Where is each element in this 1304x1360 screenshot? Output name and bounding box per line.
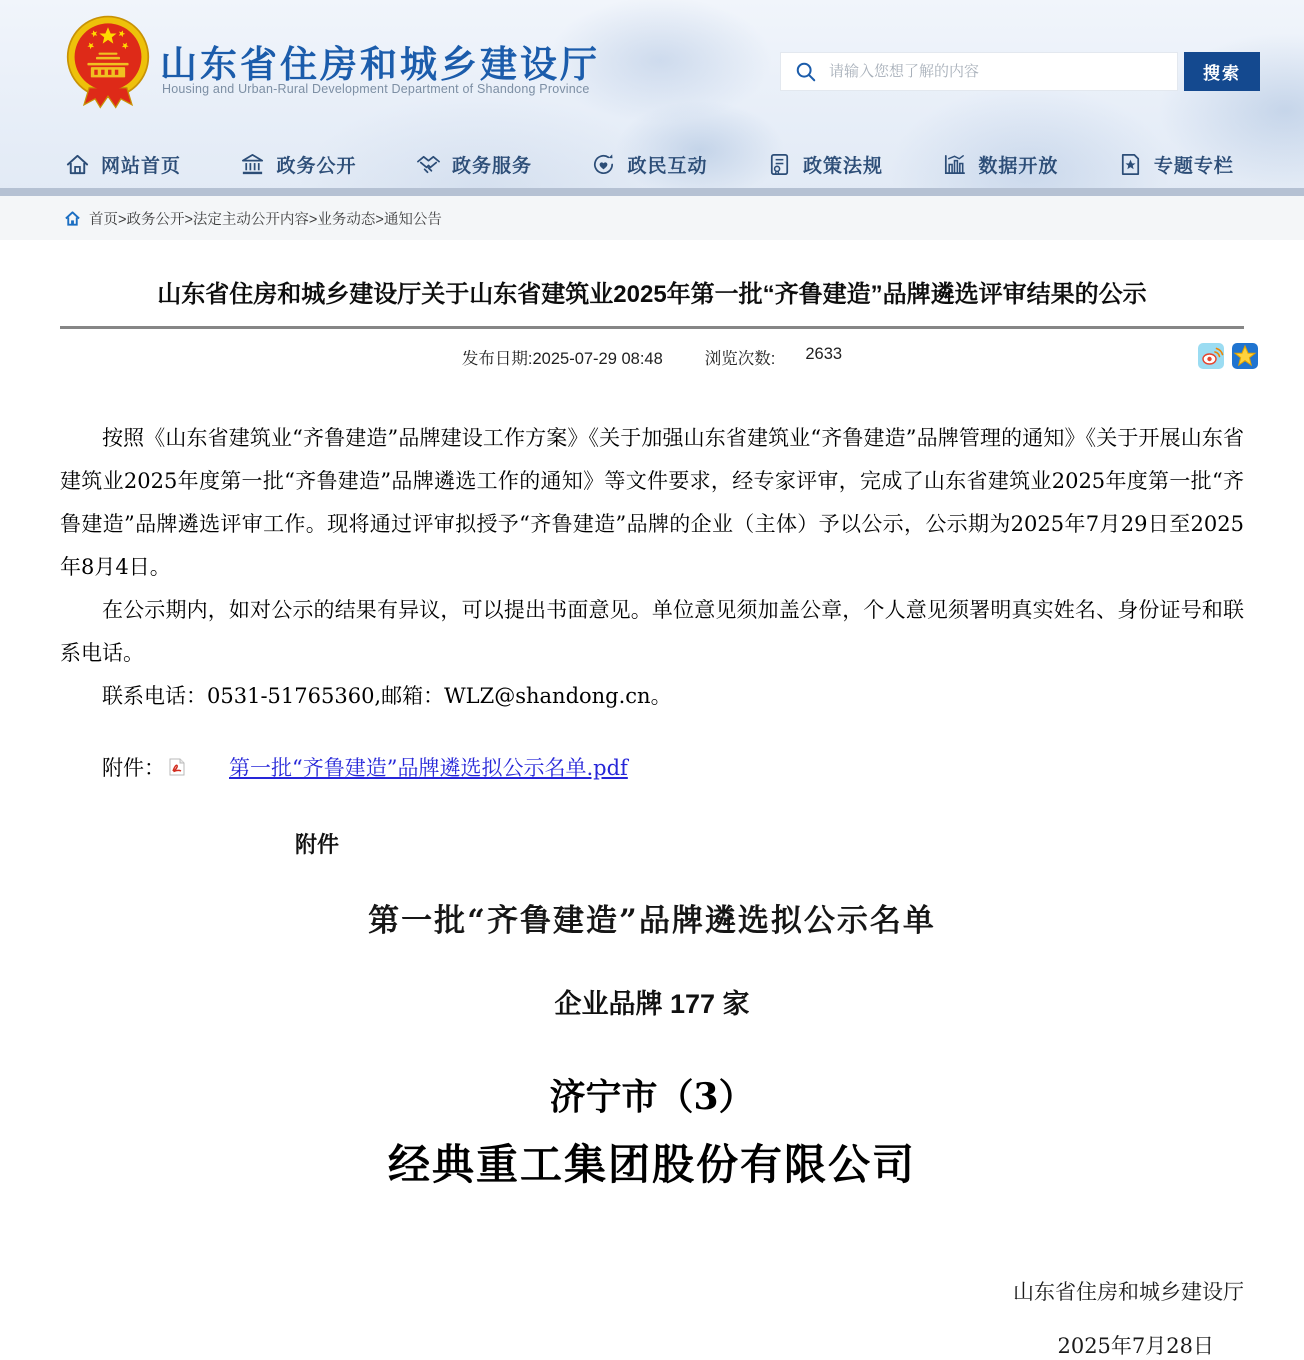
contact-line: 联系电话：0531-51765360,邮箱：WLZ@shandong.cn。 [102, 684, 672, 708]
article-title: 山东省住房和城乡建设厅关于山东省建筑业2025年第一批“齐鲁建造”品牌遴选评审结果的公示 [157, 281, 1147, 308]
doc-heading: 附件 [295, 832, 340, 857]
weibo-share-icon[interactable] [1198, 343, 1224, 369]
interaction-icon [590, 151, 617, 178]
nav-label: 政务公开 [276, 155, 357, 177]
publish-date: 发布日期:2025-07-29 08:48 [461, 350, 663, 368]
paragraph: 在公示期内，如对公示的结果有异议，可以提出书面意见。单位意见须加盖公章，个人意见须署明真实姓名、身份证号和联系电话。 [60, 598, 1244, 665]
search-area [780, 52, 1260, 91]
nav-item-gov-open[interactable] [239, 151, 356, 178]
nav-label: 政民互动 [627, 155, 708, 177]
nav-item-data[interactable] [941, 151, 1058, 178]
pdf-file-icon [169, 758, 185, 776]
bar-chart-icon [941, 151, 968, 178]
search-button[interactable]: 搜索 [1184, 52, 1260, 91]
doc-subtitle: 企业品牌 177 家 [554, 989, 750, 1019]
site-subtitle-en: Housing and Urban-Rural Development Department of Shandong Province [162, 82, 590, 96]
doc-date: 2025年7月28日 [1057, 1334, 1214, 1358]
search-box [780, 52, 1178, 91]
site-header [0, 0, 1304, 140]
search-icon [795, 61, 817, 83]
nav-item-home[interactable] [64, 151, 181, 178]
home-icon [64, 151, 91, 178]
views-count: 2633 [805, 345, 843, 363]
bank-icon [239, 151, 266, 178]
attachment-link[interactable]: 第一批“齐鲁建造”品牌遴选拟公示名单.pdf [229, 756, 628, 780]
article-meta [60, 345, 1244, 369]
policy-doc-icon [766, 151, 793, 178]
doc-signature: 山东省住房和城乡建设厅 [1013, 1280, 1244, 1304]
breadcrumb[interactable] [0, 196, 1304, 240]
main-nav [0, 140, 1304, 188]
attachment-label: 附件： [102, 756, 165, 780]
nav-label: 政策法规 [802, 155, 883, 177]
document-preview [60, 828, 1244, 1360]
nav-label: 政务服务 [451, 155, 532, 177]
share-icons [1198, 343, 1258, 369]
doc-city-heading: 济宁市（3） [549, 1076, 755, 1118]
qzone-share-icon[interactable] [1232, 343, 1258, 369]
search-input[interactable] [829, 53, 1177, 90]
handshake-icon [415, 151, 442, 178]
title-divider [60, 326, 1244, 329]
doc-title: 第一批“齐鲁建造”品牌遴选拟公示名单 [368, 903, 936, 939]
nav-item-policy[interactable] [766, 151, 883, 178]
site-title: 山东省住房和城乡建设厅 [160, 44, 600, 85]
top-bar [0, 0, 1304, 196]
article-content [0, 274, 1304, 1360]
breadcrumb-text: 首页>政务公开>法定主动公开内容>业务动态>通知公告 [89, 211, 442, 228]
nav-item-special[interactable] [1117, 151, 1234, 178]
doc-company-name: 经典重工集团股份有限公司 [387, 1140, 916, 1189]
article-body [60, 417, 1244, 718]
paragraph: 按照《山东省建筑业“齐鲁建造”品牌建设工作方案》《关于加强山东省建筑业“齐鲁建造”品牌管理的通知》《关于开展山东省建筑业2025年度第一批“齐鲁建造”品牌遴选工作的通知》等文件要求，经专家评审，完成了山东省建筑业2025年度第一批“齐鲁建造”品牌遴选评审工作。现将通过评审拟授予“齐鲁建造”品牌的企业（主体）予以公示，公示期为2025年7月29日至2025年8月4日。 [60, 426, 1244, 579]
nav-divider-band [0, 188, 1304, 196]
nav-item-gov-service[interactable] [415, 151, 532, 178]
nav-label: 专题专栏 [1153, 155, 1234, 177]
nav-item-interaction[interactable] [590, 151, 707, 178]
national-emblem-logo [64, 14, 152, 110]
nav-label: 网站首页 [101, 155, 182, 177]
breadcrumb-home-icon [64, 210, 81, 227]
attachment-row [60, 752, 1244, 782]
star-doc-icon [1117, 151, 1144, 178]
nav-label: 数据开放 [978, 155, 1059, 177]
views-label: 浏览次数: [704, 350, 776, 368]
